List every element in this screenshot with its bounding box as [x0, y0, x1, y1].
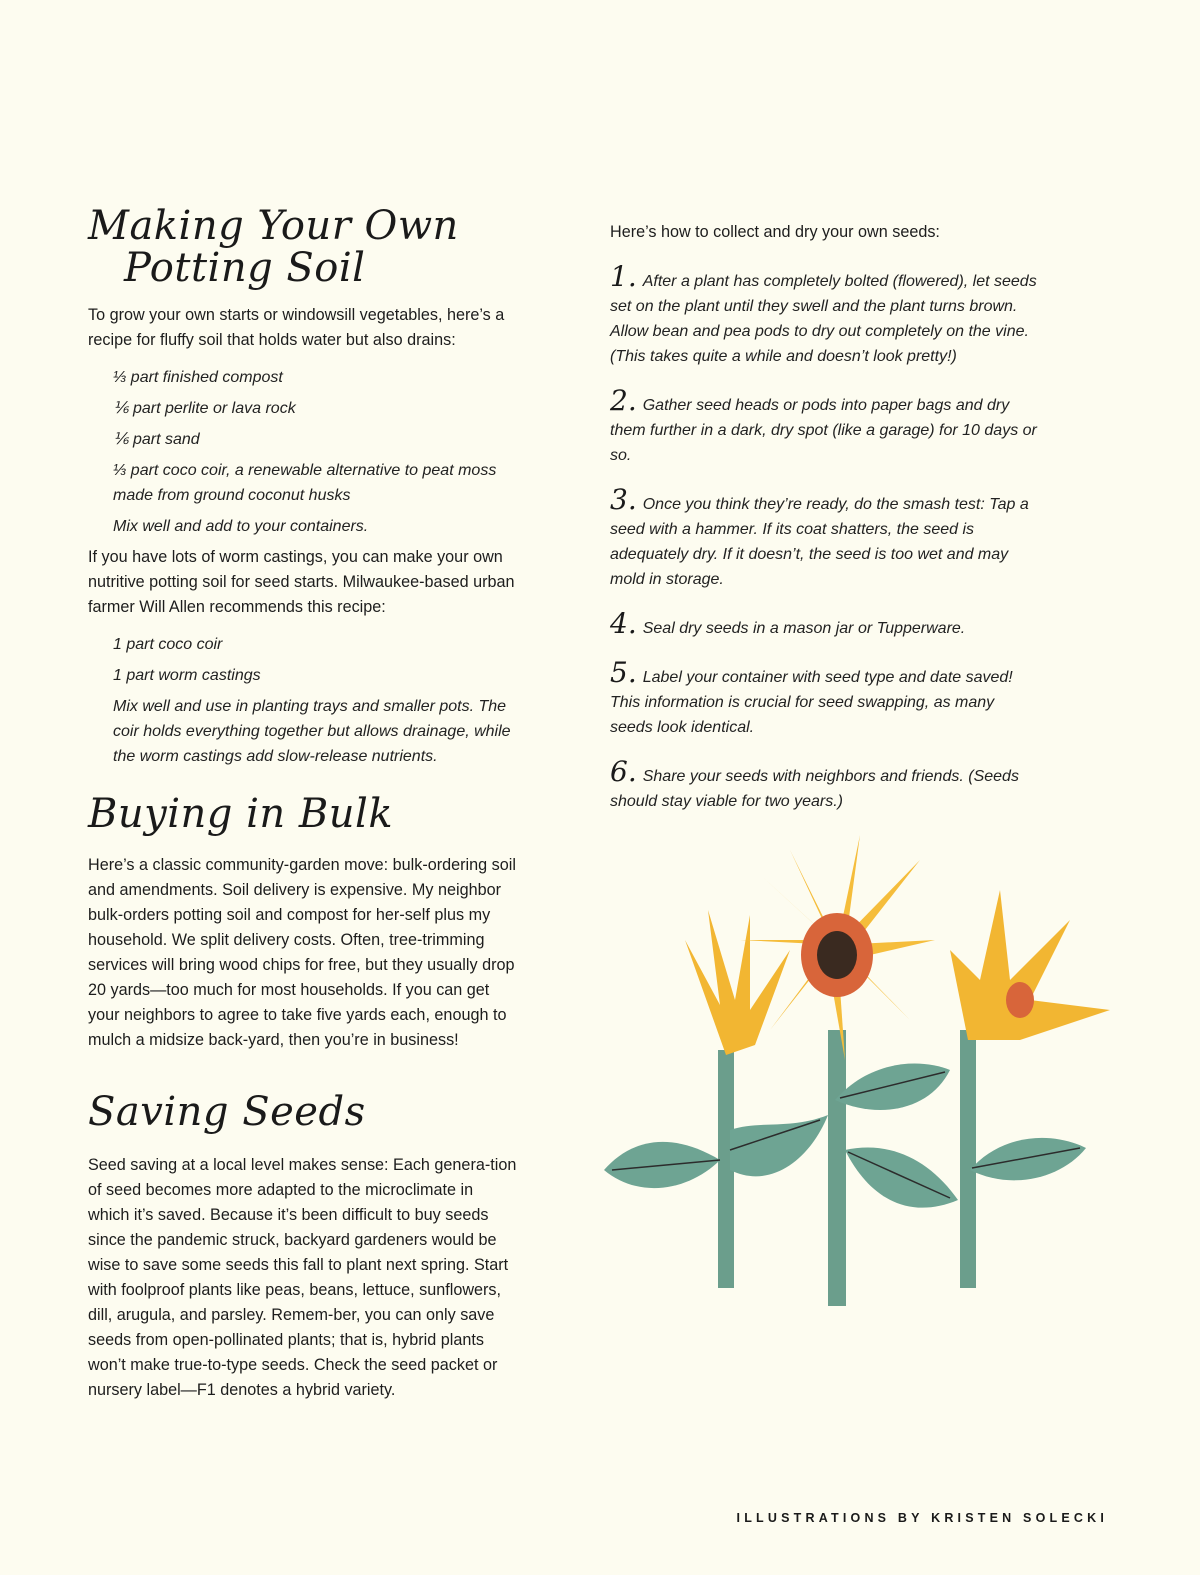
leaf [970, 1138, 1086, 1180]
howto-steps [610, 260, 1040, 814]
worm-castings-intro: If you have lots of worm castings, you can make your own nutritive potting soil for seed starts. Milwaukee-based urban farmer Will Allen recommends this recipe: [88, 548, 515, 616]
leaf [845, 1147, 958, 1207]
step-item [610, 656, 1040, 740]
potting-soil-heading [88, 205, 518, 289]
step-number: 1. [610, 260, 637, 293]
heading-line-1: Making Your Own [88, 203, 459, 249]
flower-center [1006, 982, 1034, 1018]
bulk-body: Here’s a classic community-garden move: bulk-ordering soil and amendments. Soil delivery is expensive. My neighbor bulk-orders potting soil and compost for her-self plus my household. We split delivery costs. Often, tree-trimming services will bring wood chips for free, but they usually drop 20 yards—too much for most households. If you can get your neighbors to agree to take five yards each, enough to mulch a midsize back-yard, then you’re in business! [88, 856, 516, 1049]
step-item [610, 384, 1040, 468]
seeds-body: Seed saving at a local level makes sense: Each genera-tion of seed becomes more adapted to the microclimate in which it’s saved. Because it’s been difficult to buy seeds since the pandemic struck, backyard gardeners would be wise to save some seeds this fall to plant next spring. Start with foolproof plants like peas, beans, lettuce, sunflowers, dill, arugula, and parsley. Remem-ber, you can only save seeds from open-pollinated plants; that is, hybrid plants won’t make true-to-type seeds. Check the seed packet or nursery label—F1 denotes a hybrid variety. [88, 1156, 517, 1399]
step-number: 3. [610, 483, 637, 516]
step-item [610, 483, 1040, 592]
right-column [610, 220, 1040, 836]
recipe-item: 1 part coco coir [113, 636, 223, 653]
step-text: Share your seeds with neighbors and friends. (Seeds should stay viable for two years.) [610, 768, 1019, 810]
step-number: 5. [610, 656, 637, 689]
step-item [610, 260, 1040, 369]
seed-head [817, 931, 857, 979]
step-number: 6. [610, 755, 637, 788]
left-sunflower [685, 910, 790, 1055]
step-text: Label your container with seed type and date saved! This information is crucial for seed swapping, as many seeds look identical. [610, 669, 1013, 736]
petals [950, 890, 1110, 1040]
step-item [610, 607, 1040, 641]
recipe-item: ⅓ part coco coir, a renewable alternative to peat moss made from ground coconut husks [113, 462, 497, 504]
step-number: 4. [610, 607, 637, 640]
left-column [88, 205, 518, 1403]
step-text: Once you think they’re ready, do the smash test: Tap a seed with a hammer. If its coat shatters, the seed is adequately dry. If it doesn’t, the seed is too wet and may mold in storage. [610, 496, 1029, 588]
step-text: Seal dry seeds in a mason jar or Tupperware. [642, 620, 966, 637]
bulk-heading: Buying in Bulk [88, 791, 394, 837]
sunflowers-illustration [590, 830, 1130, 1310]
recipe-list-2 [88, 632, 518, 769]
recipe-item: Mix well and add to your containers. [113, 518, 369, 535]
step-number: 2. [610, 384, 637, 417]
recipe-item: Mix well and use in planting trays and smaller pots. The coir holds everything together but allows drainage, while the worm castings add slow-release nutrients. [113, 698, 511, 765]
right-sunflower [950, 890, 1110, 1040]
step-item [610, 755, 1040, 814]
seeds-heading: Saving Seeds [88, 1089, 366, 1135]
right-stem [960, 1030, 976, 1288]
recipe-item: ⅙ part sand [113, 431, 200, 448]
recipe-list-1 [88, 365, 518, 539]
step-text: Gather seed heads or pods into paper bags and dry them further in a dark, dry spot (like a garage) for 10 days or so. [610, 397, 1037, 464]
howto-intro: Here’s how to collect and dry your own seeds: [610, 223, 940, 241]
heading-line-2: Potting Soil [124, 245, 366, 291]
step-text: After a plant has completely bolted (flowered), let seeds set on the plant until they swell and the plant turns brown. Allow bean and pea pods to dry out completely on the vine. (This takes quite a while and doesn’t look pretty!) [610, 273, 1037, 365]
recipe-item: 1 part worm castings [113, 667, 261, 684]
illustration-credit: ILLUSTRATIONS BY KRISTEN SOLECKI [736, 1511, 1108, 1525]
leaf [835, 1064, 950, 1110]
center-stem [828, 1030, 846, 1306]
petals [685, 910, 790, 1055]
potting-soil-intro: To grow your own starts or windowsill vegetables, here’s a recipe for fluffy soil that holds water but also drains: [88, 306, 505, 349]
recipe-item: ⅓ part finished compost [113, 369, 283, 386]
recipe-item: ⅙ part perlite or lava rock [113, 400, 296, 417]
center-sunflower [740, 835, 935, 1060]
